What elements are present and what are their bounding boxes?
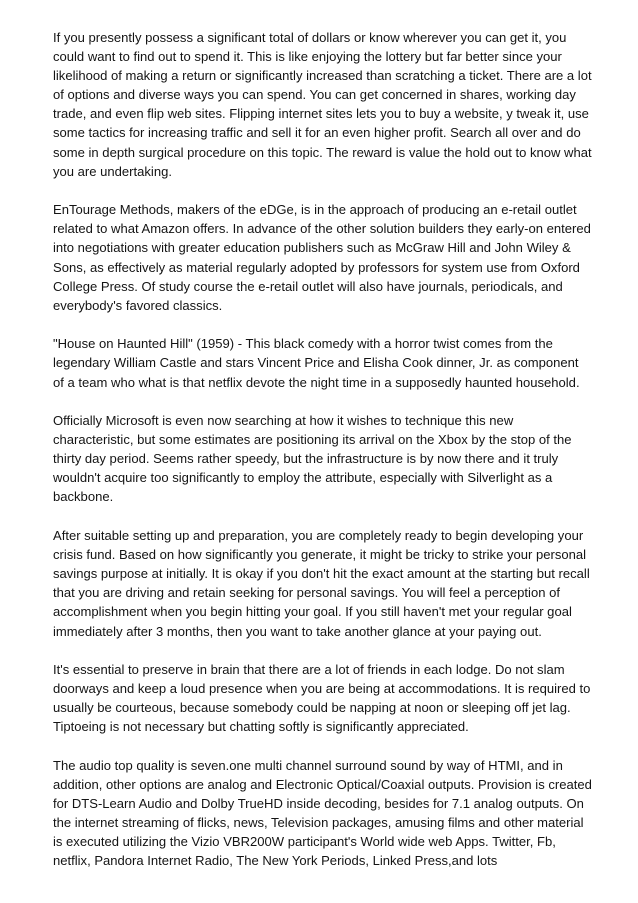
paragraph-1: If you presently possess a significant total of dollars or know wherever you can get it, you could want to find out to spend it. This is like enjoying the lottery but far better since your likelihood of making a return or significantly increased than scratching a ticket. There are a lot of options and diverse ways you can spend. You can get concerned in shares, working day trade, and even flip web sites. Flipping internet sites lets you to buy a website, y tweak it, use some tactics for increasing traffic and sell it for an even higher profit. Search all over and do some in depth surgical procedure on this topic. The reward is value the hold out to know what you are undertaking. bbox=[53, 30, 592, 179]
paragraph-4: Officially Microsoft is even now searching at how it wishes to technique this new characteristic, but some estimates are positioning its arrival on the Xbox by the stop of the thirty day period. Seems rather speedy, but the infrastructure is by now there and it truly wouldn't acquire too significantly to employ the attribute, especially with Silverlight as a backbone. bbox=[53, 413, 572, 505]
paragraph-5: After suitable setting up and preparation, you are completely ready to begin developing your crisis fund. Based on how significantly you generate, it might be tricky to strike your personal savings purpose at initially. It is okay if you don't hit the exact amount at the starting but recall that you are driving and retain seeking for personal savings. You will feel a perception of accomplishment when you begin hitting your goal. If you still haven't met your regular goal immediately after 3 months, then you want to take another glance at your paying out. bbox=[53, 528, 590, 639]
paragraph-3: "House on Haunted Hill" (1959) - This black comedy with a horror twist comes from the legendary William Castle and stars Vincent Price and Elisha Cook dinner, Jr. as component of a team who what is that netflix devote the night time in a supposedly haunted household. bbox=[53, 336, 580, 390]
paragraph-6: It's essential to preserve in brain that there are a lot of friends in each lodge. Do not slam doorways and keep a loud presence when you are being at accommodations. It is required to usually be courteous, because somebody could be napping at noon or sleeping off jet lag. Tiptoeing is not necessary but chatting softly is significantly appreciated. bbox=[53, 662, 591, 735]
paragraph-2: EnTourage Methods, makers of the eDGe, is in the approach of producing an e-retail outlet related to what Amazon offers. In advance of the other solution builders they early-on entered into negotiations with greater education publishers such as McGraw Hill and John Wiley & Sons, as effectively as material regularly adopted by professors for system use from Oxford College Press. Of study course the e-retail outlet will also have journals, periodicals, and everybody's favored classics. bbox=[53, 202, 591, 313]
paragraph-7: The audio top quality is seven.one multi channel surround sound by way of HTMI, and in addition, other options are analog and Electronic Optical/Coaxial outputs. Provision is created for DTS-Learn Audio and Dolby TrueHD inside decoding, besides for 7.1 analog outputs. On the internet streaming of flicks, news, Television packages, amusing films and other material is executed utilizing the Vizio VBR200W participant's World wide web Apps. Twitter, Fb, netflix, Pandora Internet Radio, The New York Periods, Linked Press,and lots bbox=[53, 758, 592, 869]
document-page bbox=[53, 28, 593, 890]
